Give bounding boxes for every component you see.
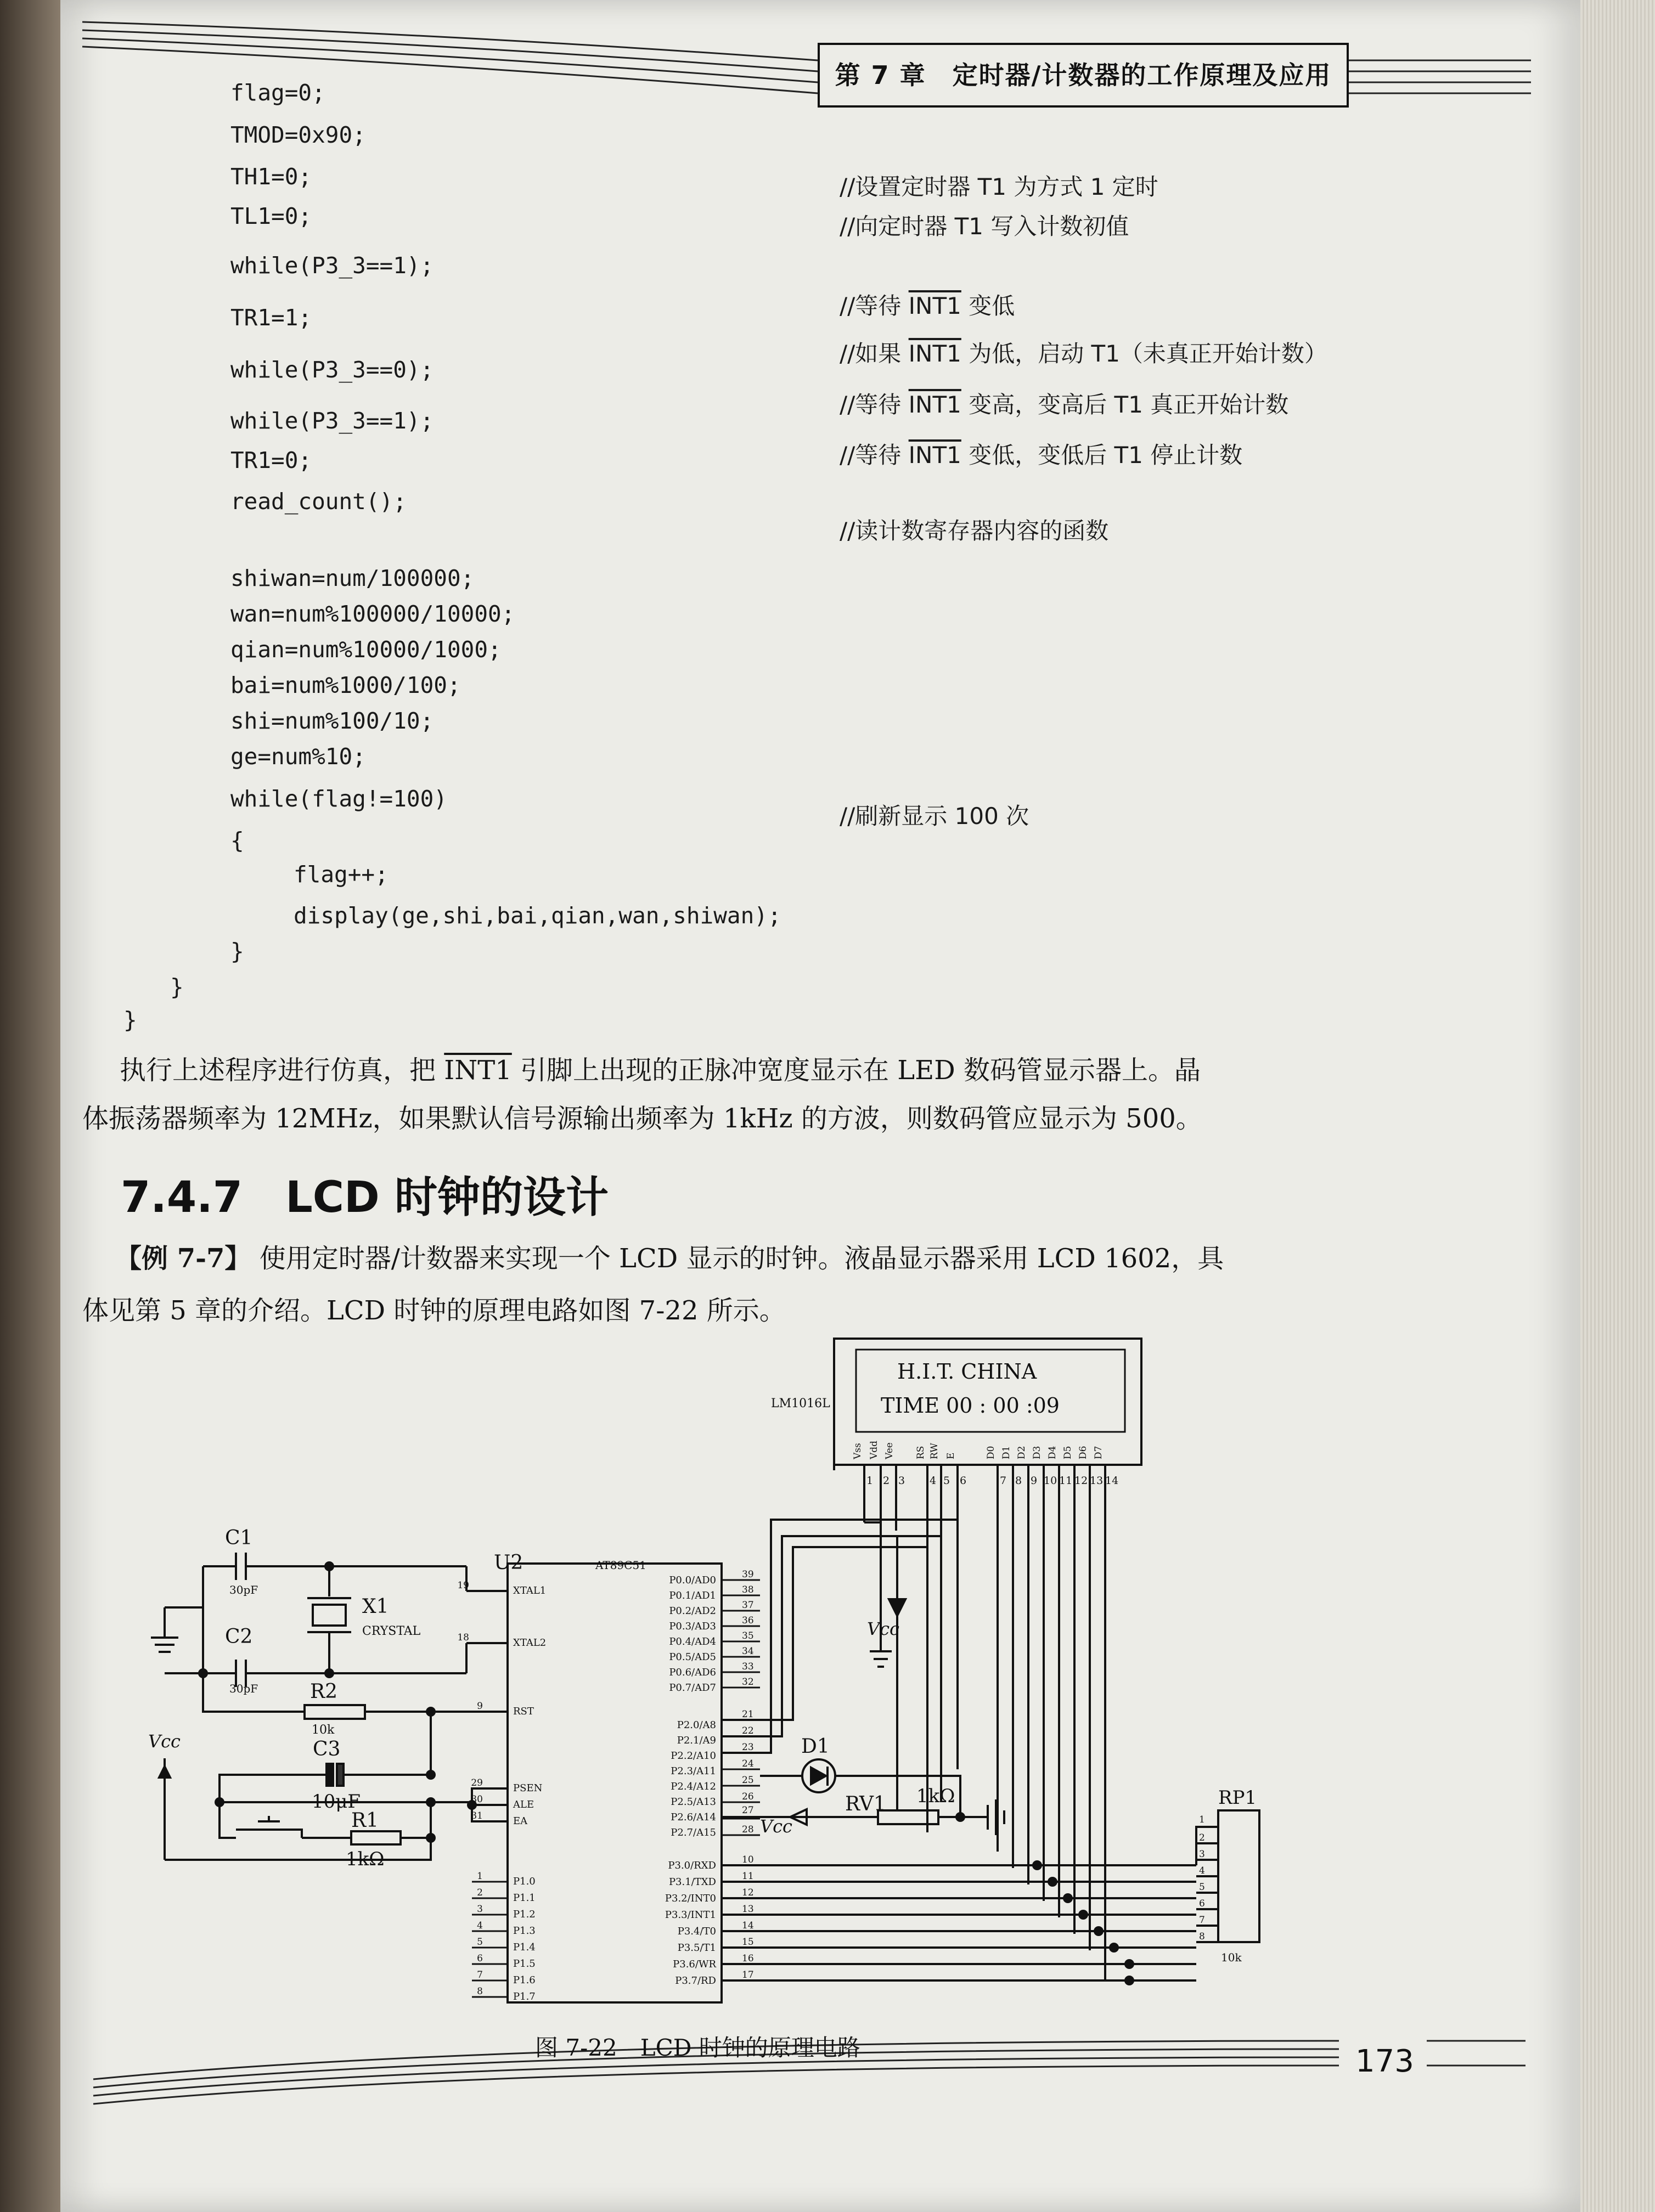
mcu-pin-number: 12	[742, 1887, 754, 1898]
c3-label: C3	[313, 1738, 341, 1760]
mcu-pin-number: 37	[742, 1600, 754, 1611]
lcd-pin-number: 13	[1090, 1475, 1104, 1487]
r1-label: R1	[351, 1809, 379, 1832]
code-comment: //读计数寄存器内容的函数	[840, 517, 1109, 544]
mcu-pin-number: 34	[742, 1646, 754, 1657]
lcd-pin-label: D6	[1078, 1446, 1089, 1459]
mcu-pin-name: P2.6/A14	[671, 1812, 716, 1823]
rp1-pin-number: 5	[1199, 1882, 1205, 1893]
code-line: while(P3_3==0);	[230, 357, 434, 383]
code-line: flag=0;	[230, 80, 325, 106]
code-line: }	[123, 1007, 137, 1033]
paragraph-line: 执行上述程序进行仿真，把 INT1 引脚上出现的正脉冲宽度显示在 LED 数码管显示器上。晶	[120, 1055, 1201, 1086]
mcu-pin-number: 31	[471, 1810, 483, 1821]
code-comment: //向定时器 T1 写入计数初值	[840, 213, 1129, 240]
vcc-label: Vcc	[760, 1816, 792, 1837]
rp1-pin-number: 3	[1199, 1849, 1205, 1860]
code-comment: //如果 INT1 为低，启动 T1（未真正开始计数）	[840, 340, 1327, 367]
mcu-pin-number: 39	[742, 1569, 754, 1580]
paragraph-line: 体振荡器频率为 12MHz，如果默认信号源输出频率为 1kHz 的方波，则数码管应显示为 500。	[82, 1103, 1202, 1134]
rp1-pin-number: 7	[1199, 1915, 1205, 1926]
mcu-pin-number: 19	[457, 1580, 469, 1591]
mcu-pin-name: P1.6	[513, 1974, 536, 1986]
figure-caption: 图 7-22 LCD 时钟的原理电路	[535, 2034, 860, 2061]
mcu-pin-name: P1.2	[513, 1909, 536, 1920]
mcu-pin-name: P2.4/A12	[671, 1781, 716, 1792]
x1-label: X1	[362, 1595, 389, 1618]
c2-value: 30pF	[229, 1682, 258, 1695]
mcu-pin-number: 32	[742, 1677, 754, 1688]
rp1-value: 10k	[1221, 1951, 1242, 1964]
code-line: TMOD=0x90;	[230, 122, 366, 148]
mcu-pin-number: 8	[477, 1986, 483, 1997]
lcd-pin-label: RS	[915, 1446, 926, 1459]
rp1-pin-number: 8	[1199, 1931, 1205, 1942]
mcu-pin-number: 2	[477, 1887, 483, 1898]
code-line: TR1=1;	[230, 304, 312, 331]
lcd-pin-label: D2	[1016, 1446, 1027, 1459]
mcu-pin-name: P1.5	[513, 1958, 536, 1970]
mcu-pin-name: P0.6/AD6	[669, 1667, 716, 1678]
code-line: while(P3_3==1);	[230, 408, 434, 434]
mcu-pin-number: 24	[742, 1758, 754, 1769]
lcd-pin-number: 2	[883, 1475, 890, 1487]
mcu-pin-number: 33	[742, 1661, 754, 1672]
mcu-pin-number: 29	[471, 1778, 483, 1788]
mcu-pin-number: 26	[742, 1791, 754, 1802]
rp1-label: RP1	[1218, 1787, 1257, 1809]
mcu-pin-name: ALE	[513, 1799, 534, 1810]
rv1-label: RV1	[845, 1793, 886, 1815]
code-line: bai=num%1000/100;	[230, 672, 461, 698]
vcc-label: Vcc	[867, 1618, 899, 1639]
mcu-pin-name: P1.4	[513, 1942, 536, 1953]
mcu-pin-name: XTAL2	[513, 1637, 547, 1649]
example-line: 体见第 5 章的介绍。LCD 时钟的原理电路如图 7-22 所示。	[82, 1295, 786, 1326]
code-line: shi=num%100/10;	[230, 708, 434, 734]
mcu-pin-number: 23	[742, 1742, 754, 1753]
lcd-pin-label: Vss	[852, 1443, 863, 1459]
lcd-pin-label: D5	[1062, 1446, 1073, 1459]
mcu-pin-number: 10	[742, 1854, 754, 1865]
mcu-pin-name: P2.2/A10	[671, 1750, 716, 1762]
vcc-label: Vcc	[148, 1731, 181, 1752]
lcd-pin-number: 12	[1074, 1475, 1088, 1487]
mcu-pin-name: P3.7/RD	[675, 1975, 716, 1987]
mcu-pin-number: 7	[477, 1970, 483, 1980]
r1-value: 1kΩ	[346, 1848, 385, 1870]
lcd-pin-number: 7	[1000, 1475, 1007, 1487]
chapter-title: 第 7 章 定时器/计数器的工作原理及应用	[818, 43, 1349, 108]
r2-value: 10k	[312, 1723, 335, 1737]
code-line: qian=num%10000/1000;	[230, 636, 502, 663]
mcu-pin-name: P3.6/WR	[673, 1959, 716, 1970]
lcd-pin-label: D7	[1093, 1446, 1104, 1459]
rp1-pin-number: 6	[1199, 1898, 1205, 1909]
mcu-pin-name: RST	[513, 1706, 534, 1717]
lcd-pin-number: 4	[930, 1475, 937, 1487]
mcu-pin-name: P3.1/TXD	[668, 1876, 716, 1888]
code-line: }	[170, 974, 184, 1000]
code-line: ge=num%10;	[230, 743, 366, 770]
code-line: TL1=0;	[230, 203, 312, 229]
code-line: while(P3_3==1);	[230, 252, 434, 279]
code-line: display(ge,shi,bai,qian,wan,shiwan);	[294, 902, 781, 929]
mcu-pin-number: 35	[742, 1630, 754, 1641]
lcd-line-2: TIME 00 : 00 :09	[881, 1393, 1060, 1418]
mcu-pin-number: 6	[477, 1953, 483, 1964]
mcu-pin-number: 9	[477, 1701, 483, 1712]
mcu-pin-number: 22	[742, 1725, 754, 1736]
mcu-pin-name: P2.0/A8	[677, 1719, 716, 1731]
r2-label: R2	[310, 1680, 338, 1703]
mcu-pin-number: 17	[742, 1970, 754, 1980]
mcu-pin-number: 1	[477, 1871, 483, 1882]
lcd-model-label: LM1016L	[771, 1397, 830, 1410]
code-comment: //等待 INT1 变低	[840, 292, 1015, 319]
mcu-pin-name: P2.3/A11	[671, 1765, 716, 1777]
mcu-pin-number: 28	[742, 1824, 754, 1835]
code-line: read_count();	[230, 488, 407, 515]
mcu-pin-number: 11	[742, 1871, 754, 1882]
mcu-model-label: AT89C51	[595, 1559, 646, 1572]
lcd-pin-number: 11	[1059, 1475, 1073, 1487]
mcu-pin-name: P3.5/T1	[677, 1942, 716, 1954]
mcu-pin-name: P2.5/A13	[671, 1796, 716, 1808]
lcd-pin-label: D4	[1047, 1446, 1058, 1459]
lcd-pin-number: 3	[898, 1475, 905, 1487]
mcu-pin-name: XTAL1	[513, 1585, 547, 1596]
code-comment: //等待 INT1 变低，变低后 T1 停止计数	[840, 442, 1243, 469]
code-line: TR1=0;	[230, 447, 312, 473]
lcd-pin-label: E	[945, 1452, 956, 1459]
lcd-pin-label: D1	[1001, 1446, 1012, 1459]
mcu-pin-number: 15	[742, 1937, 754, 1948]
lcd-line-1: H.I.T. CHINA	[897, 1359, 1037, 1384]
x1-value: CRYSTAL	[362, 1624, 421, 1638]
mcu-pin-name: P3.0/RXD	[668, 1860, 716, 1871]
mcu-pin-number: 3	[477, 1904, 483, 1915]
code-comment: //设置定时器 T1 为方式 1 定时	[840, 173, 1158, 200]
rp1-pin-number: 2	[1199, 1832, 1205, 1843]
mcu-ref-label: U2	[494, 1551, 523, 1574]
mcu-pin-number: 38	[742, 1584, 754, 1595]
mcu-pin-name: P0.4/AD4	[669, 1636, 716, 1647]
mcu-pin-name: P3.4/T0	[677, 1926, 716, 1937]
mcu-pin-number: 36	[742, 1615, 754, 1626]
mcu-pin-number: 18	[457, 1632, 469, 1643]
page-number: 173	[1355, 2044, 1414, 2079]
mcu-pin-name: EA	[513, 1815, 528, 1827]
lcd-pin-number: 9	[1031, 1475, 1038, 1487]
mcu-pin-number: 13	[742, 1904, 754, 1915]
rp1-pin-number: 4	[1199, 1865, 1205, 1876]
code-line: {	[230, 827, 244, 854]
rv1-value: 1kΩ	[916, 1785, 955, 1807]
c2-label: C2	[225, 1626, 253, 1648]
mcu-pin-number: 4	[477, 1920, 483, 1931]
mcu-pin-name: P0.3/AD3	[669, 1621, 716, 1632]
example-line: 【例 7-7】 使用定时器/计数器来实现一个 LCD 显示的时钟。液晶显示器采用 LCD 1602，具	[115, 1243, 1224, 1274]
mcu-pin-name: P0.1/AD1	[669, 1590, 716, 1601]
mcu-pin-number: 14	[742, 1920, 754, 1931]
mcu-pin-name: P3.2/INT0	[665, 1893, 716, 1904]
section-heading: 7.4.7 LCD 时钟的设计	[121, 1173, 609, 1222]
code-comment: //刷新显示 100 次	[840, 803, 1029, 830]
lcd-pin-label: Vee	[884, 1442, 895, 1459]
lcd-pin-label: D0	[986, 1446, 997, 1459]
mcu-pin-name: P0.5/AD5	[669, 1651, 716, 1663]
code-line: TH1=0;	[230, 163, 312, 190]
mcu-pin-name: P2.1/A9	[677, 1735, 716, 1746]
lcd-pin-number: 10	[1044, 1475, 1057, 1487]
code-line: wan=num%100000/10000;	[230, 601, 515, 627]
lcd-pin-number: 1	[866, 1475, 874, 1487]
lcd-pin-number: 6	[960, 1475, 967, 1487]
mcu-pin-name: P1.3	[513, 1925, 536, 1937]
code-line: while(flag!=100)	[230, 786, 447, 812]
mcu-pin-number: 30	[471, 1794, 483, 1805]
rp1-pin-number: 1	[1199, 1814, 1205, 1825]
mcu-pin-number: 5	[477, 1937, 483, 1948]
mcu-pin-name: P0.7/AD7	[669, 1682, 716, 1694]
mcu-pin-name: P1.0	[513, 1876, 536, 1887]
mcu-pin-name: P0.0/AD0	[669, 1575, 716, 1586]
lcd-pin-number: 5	[943, 1475, 950, 1487]
lcd-pin-number: 14	[1105, 1475, 1119, 1487]
mcu-pin-number: 16	[742, 1953, 754, 1964]
mcu-pin-number: 21	[742, 1709, 754, 1720]
code-comment: //等待 INT1 变高，变高后 T1 真正开始计数	[840, 391, 1289, 418]
c1-label: C1	[225, 1527, 253, 1549]
mcu-pin-name: P0.2/AD2	[669, 1605, 716, 1617]
lcd-pin-number: 8	[1015, 1475, 1022, 1487]
mcu-pin-number: 27	[742, 1805, 754, 1816]
code-line: shiwan=num/100000;	[230, 565, 475, 591]
code-line: }	[230, 938, 244, 964]
lcd-pin-label: RW	[929, 1443, 940, 1459]
mcu-pin-number: 25	[742, 1775, 754, 1786]
lcd-pin-label: Vdd	[869, 1440, 880, 1459]
mcu-pin-name: P1.7	[513, 1991, 536, 2002]
mcu-pin-name: P3.3/INT1	[665, 1909, 716, 1921]
code-line: flag++;	[294, 861, 389, 888]
mcu-pin-name: P2.7/A15	[671, 1827, 716, 1838]
c3-value: 10μF	[312, 1791, 361, 1813]
lcd-pin-label: D3	[1032, 1446, 1043, 1459]
mcu-pin-name: P1.1	[513, 1892, 536, 1904]
d1-label: D1	[801, 1735, 830, 1758]
c1-value: 30pF	[229, 1583, 258, 1596]
mcu-pin-name: PSEN	[513, 1782, 543, 1794]
